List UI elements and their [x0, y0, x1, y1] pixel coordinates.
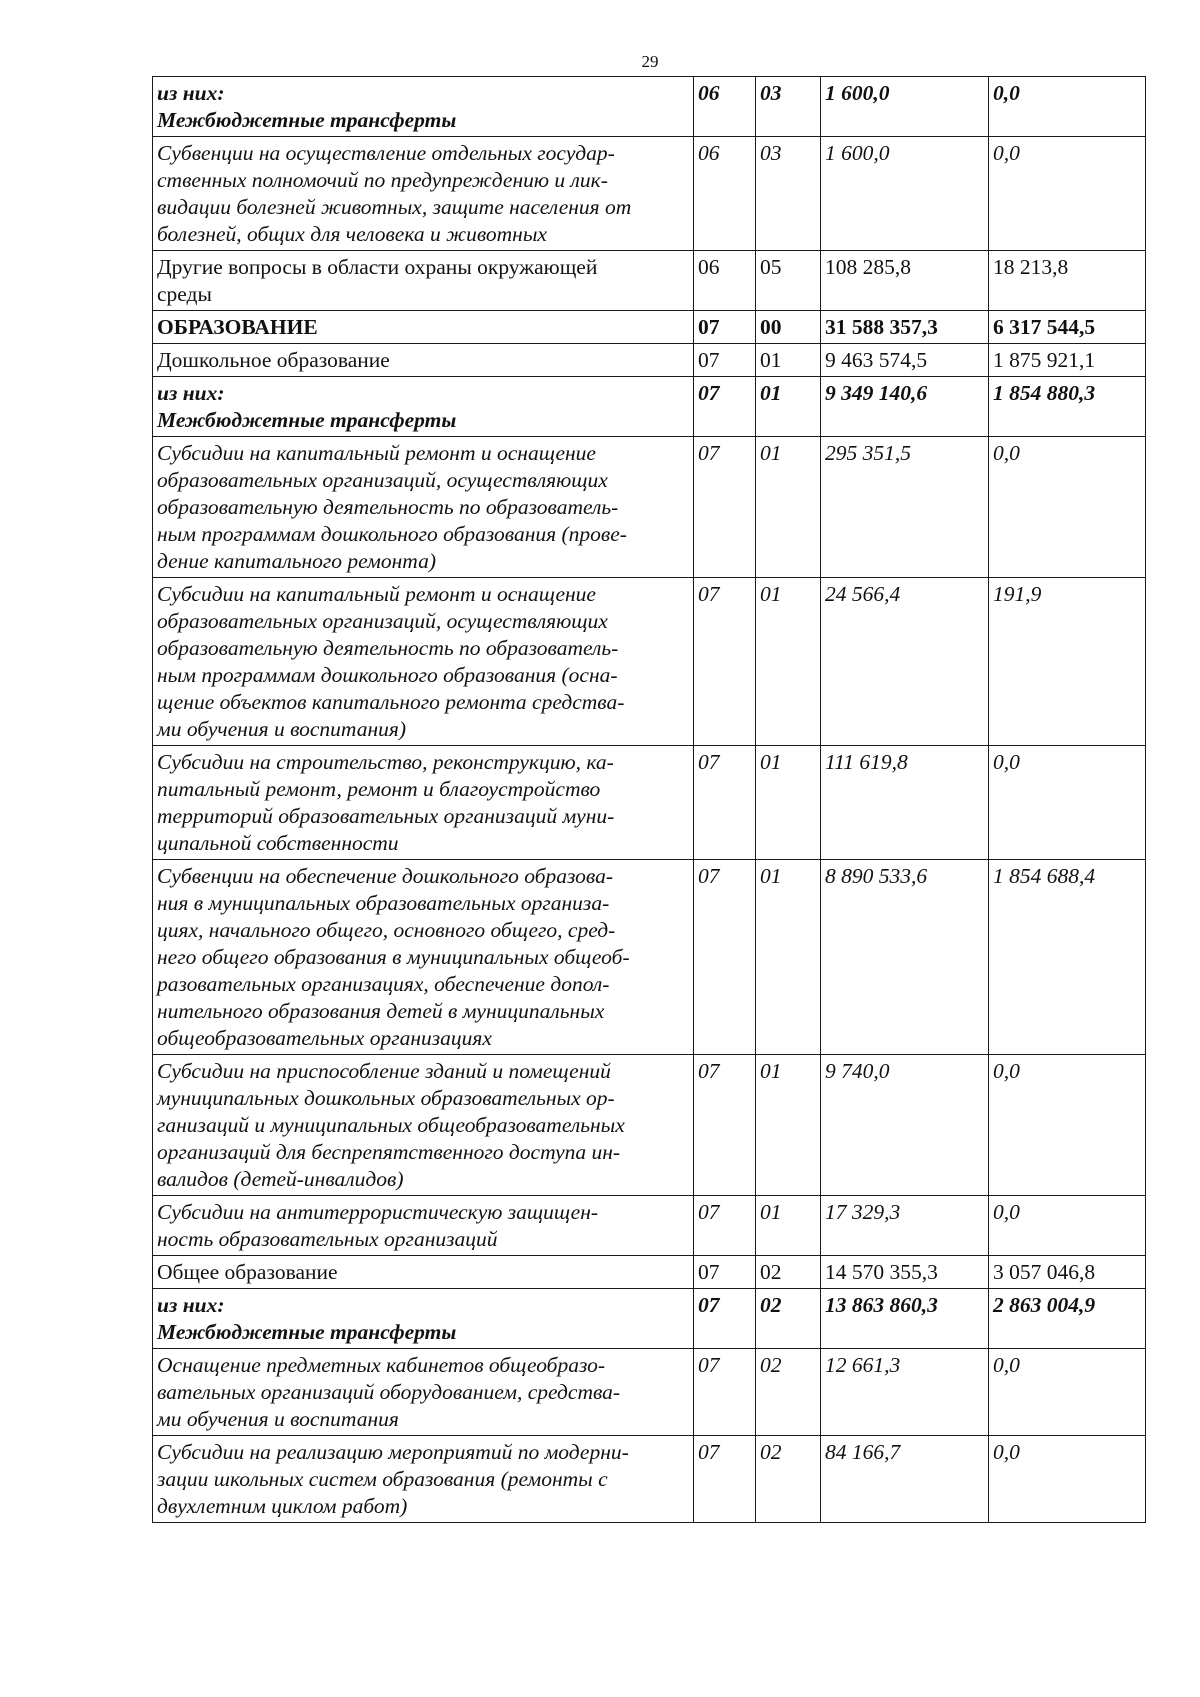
row-name-line: ния в муниципальных образовательных организа-	[157, 891, 610, 915]
row-name-line: Субсидии на реализацию мероприятий по модерни-	[157, 1440, 629, 1464]
table-row	[153, 1436, 1146, 1523]
row-name-line: из них:	[157, 1293, 225, 1317]
row-name-line: вательных организаций оборудованием, средства-	[157, 1380, 621, 1404]
row-name-line: из них:	[157, 81, 225, 105]
row-name-line: Субсидии на капитальный ремонт и оснащение	[157, 441, 596, 465]
row-name-line: болезней, общих для человека и животных	[157, 222, 547, 246]
value-2-cell: 0,0	[989, 1196, 1146, 1256]
table-row	[153, 746, 1146, 860]
table-row	[153, 1196, 1146, 1256]
value-2-cell: 0,0	[989, 1436, 1146, 1523]
value-1-cell: 13 863 860,3	[821, 1289, 989, 1349]
value-1-cell: 1 600,0	[821, 77, 989, 137]
row-name-cell	[153, 746, 694, 860]
row-name-line: ным программам дошкольного образования (прове-	[157, 522, 627, 546]
value-1-cell: 24 566,4	[821, 578, 989, 746]
row-name-line: зации школьных систем образования (ремонты с	[157, 1467, 608, 1491]
row-name-line: ность образовательных организаций	[157, 1227, 498, 1251]
page-number: 29	[641, 52, 659, 71]
row-name-cell	[153, 344, 694, 377]
section-code-cell: 07	[694, 1256, 756, 1289]
row-name-cell	[153, 311, 694, 344]
row-name-line: ганизаций и муниципальных общеобразовательных	[157, 1113, 625, 1137]
table-row	[153, 437, 1146, 578]
row-name-line: Субсидии на капитальный ремонт и оснащение	[157, 582, 596, 606]
row-name-line: Субвенции на осуществление отдельных государ-	[157, 141, 615, 165]
subsection-code-cell: 02	[756, 1289, 821, 1349]
value-1-cell: 295 351,5	[821, 437, 989, 578]
table-row	[153, 1289, 1146, 1349]
subsection-code-cell: 01	[756, 746, 821, 860]
value-1-cell: 9 463 574,5	[821, 344, 989, 377]
subsection-code-cell: 01	[756, 860, 821, 1055]
row-name-line: видации болезней животных, защите населения от	[157, 195, 632, 219]
section-code-cell: 06	[694, 77, 756, 137]
value-1-cell: 108 285,8	[821, 251, 989, 311]
row-name-line: среды	[157, 282, 212, 306]
value-2-cell: 0,0	[989, 77, 1146, 137]
table-row	[153, 1349, 1146, 1436]
row-name-cell	[153, 1289, 694, 1349]
value-1-cell: 9 349 140,6	[821, 377, 989, 437]
row-name-cell	[153, 860, 694, 1055]
row-name-line: дение капитального ремонта)	[157, 549, 437, 573]
row-name-line: ОБРАЗОВАНИЕ	[157, 315, 318, 339]
row-name-line: питальный ремонт, ремонт и благоустройство	[157, 777, 601, 801]
row-name-line: организаций для беспрепятственного доступа ин-	[157, 1140, 621, 1164]
row-name-line: образовательную деятельность по образователь-	[157, 495, 619, 519]
row-name-line: муниципальных дошкольных образовательных ор-	[157, 1086, 615, 1110]
value-1-cell: 17 329,3	[821, 1196, 989, 1256]
value-1-cell: 84 166,7	[821, 1436, 989, 1523]
value-2-cell: 0,0	[989, 137, 1146, 251]
value-1-cell: 8 890 533,6	[821, 860, 989, 1055]
row-name-line: Дошкольное образование	[157, 348, 390, 372]
row-name-line: ственных полномочий по предупреждению и лик-	[157, 168, 608, 192]
table-row	[153, 77, 1146, 137]
row-name-line: двухлетним циклом работ)	[157, 1494, 408, 1518]
row-name-line: Общее образование	[157, 1260, 338, 1284]
value-2-cell: 3 057 046,8	[989, 1256, 1146, 1289]
value-2-cell: 2 863 004,9	[989, 1289, 1146, 1349]
row-name-line: Межбюджетные трансферты	[157, 408, 457, 432]
subsection-code-cell: 01	[756, 1055, 821, 1196]
budget-table	[152, 76, 1146, 1523]
table-row	[153, 251, 1146, 311]
row-name-cell	[153, 437, 694, 578]
row-name-line: территорий образовательных организаций муни-	[157, 804, 615, 828]
value-1-cell: 12 661,3	[821, 1349, 989, 1436]
subsection-code-cell: 03	[756, 137, 821, 251]
row-name-line: нительного образования детей в муниципальных	[157, 999, 605, 1023]
subsection-code-cell: 01	[756, 344, 821, 377]
subsection-code-cell: 03	[756, 77, 821, 137]
subsection-code-cell: 05	[756, 251, 821, 311]
row-name-line: циях, начального общего, основного общего, сред-	[157, 918, 616, 942]
table-row	[153, 578, 1146, 746]
table-row	[153, 1055, 1146, 1196]
subsection-code-cell: 01	[756, 578, 821, 746]
section-code-cell: 06	[694, 251, 756, 311]
row-name-line: Межбюджетные трансферты	[157, 108, 457, 132]
subsection-code-cell: 02	[756, 1349, 821, 1436]
row-name-cell	[153, 1196, 694, 1256]
section-code-cell: 07	[694, 344, 756, 377]
row-name-cell	[153, 251, 694, 311]
row-name-cell	[153, 1349, 694, 1436]
section-code-cell: 07	[694, 746, 756, 860]
row-name-line: из них:	[157, 381, 225, 405]
section-code-cell: 07	[694, 1055, 756, 1196]
subsection-code-cell: 02	[756, 1256, 821, 1289]
section-code-cell: 07	[694, 437, 756, 578]
row-name-line: щение объектов капитального ремонта средства-	[157, 690, 625, 714]
section-code-cell: 07	[694, 578, 756, 746]
row-name-line: ми обучения и воспитания)	[157, 717, 407, 741]
value-2-cell: 0,0	[989, 437, 1146, 578]
row-name-line: общеобразовательных организациях	[157, 1026, 492, 1050]
subsection-code-cell: 01	[756, 1196, 821, 1256]
table-row	[153, 344, 1146, 377]
subsection-code-cell: 01	[756, 377, 821, 437]
row-name-line: Субсидии на антитеррористическую защищен-	[157, 1200, 599, 1224]
row-name-line: Другие вопросы в области охраны окружающей	[157, 255, 598, 279]
value-2-cell: 0,0	[989, 1055, 1146, 1196]
budget-table-body	[153, 77, 1146, 1523]
row-name-cell	[153, 77, 694, 137]
section-code-cell: 07	[694, 311, 756, 344]
row-name-cell	[153, 1055, 694, 1196]
section-code-cell: 07	[694, 1349, 756, 1436]
row-name-line: образовательных организаций, осуществляющих	[157, 468, 608, 492]
section-code-cell: 07	[694, 1436, 756, 1523]
value-1-cell: 9 740,0	[821, 1055, 989, 1196]
subsection-code-cell: 00	[756, 311, 821, 344]
table-row	[153, 860, 1146, 1055]
row-name-cell	[153, 578, 694, 746]
value-2-cell: 1 854 688,4	[989, 860, 1146, 1055]
row-name-line: образовательных организаций, осуществляющих	[157, 609, 608, 633]
row-name-line: разовательных организациях, обеспечение допол-	[157, 972, 610, 996]
row-name-cell	[153, 1436, 694, 1523]
row-name-line: Субсидии на приспособление зданий и помещений	[157, 1059, 611, 1083]
subsection-code-cell: 01	[756, 437, 821, 578]
value-2-cell: 0,0	[989, 1349, 1146, 1436]
section-code-cell: 07	[694, 377, 756, 437]
table-row	[153, 311, 1146, 344]
row-name-line: Межбюджетные трансферты	[157, 1320, 457, 1344]
row-name-line: ципальной собственности	[157, 831, 399, 855]
table-row	[153, 1256, 1146, 1289]
row-name-line: валидов (детей-инвалидов)	[157, 1167, 404, 1191]
value-2-cell: 18 213,8	[989, 251, 1146, 311]
section-code-cell: 07	[694, 860, 756, 1055]
subsection-code-cell: 02	[756, 1436, 821, 1523]
row-name-line: ми обучения и воспитания	[157, 1407, 399, 1431]
row-name-line: него общего образования в муниципальных общеоб-	[157, 945, 630, 969]
row-name-cell	[153, 137, 694, 251]
value-1-cell: 14 570 355,3	[821, 1256, 989, 1289]
value-1-cell: 111 619,8	[821, 746, 989, 860]
row-name-line: образовательную деятельность по образователь-	[157, 636, 619, 660]
table-row	[153, 377, 1146, 437]
value-2-cell: 1 854 880,3	[989, 377, 1146, 437]
row-name-line: ным программам дошкольного образования (осна-	[157, 663, 618, 687]
section-code-cell: 07	[694, 1196, 756, 1256]
row-name-line: Оснащение предметных кабинетов общеобразо-	[157, 1353, 606, 1377]
value-1-cell: 1 600,0	[821, 137, 989, 251]
value-2-cell: 6 317 544,5	[989, 311, 1146, 344]
value-2-cell: 191,9	[989, 578, 1146, 746]
value-2-cell: 0,0	[989, 746, 1146, 860]
row-name-cell	[153, 377, 694, 437]
row-name-line: Субвенции на обеспечение дошкольного образова-	[157, 864, 614, 888]
table-row	[153, 137, 1146, 251]
value-2-cell: 1 875 921,1	[989, 344, 1146, 377]
value-1-cell: 31 588 357,3	[821, 311, 989, 344]
section-code-cell: 06	[694, 137, 756, 251]
row-name-cell	[153, 1256, 694, 1289]
row-name-line: Субсидии на строительство, реконструкцию, ка-	[157, 750, 614, 774]
section-code-cell: 07	[694, 1289, 756, 1349]
